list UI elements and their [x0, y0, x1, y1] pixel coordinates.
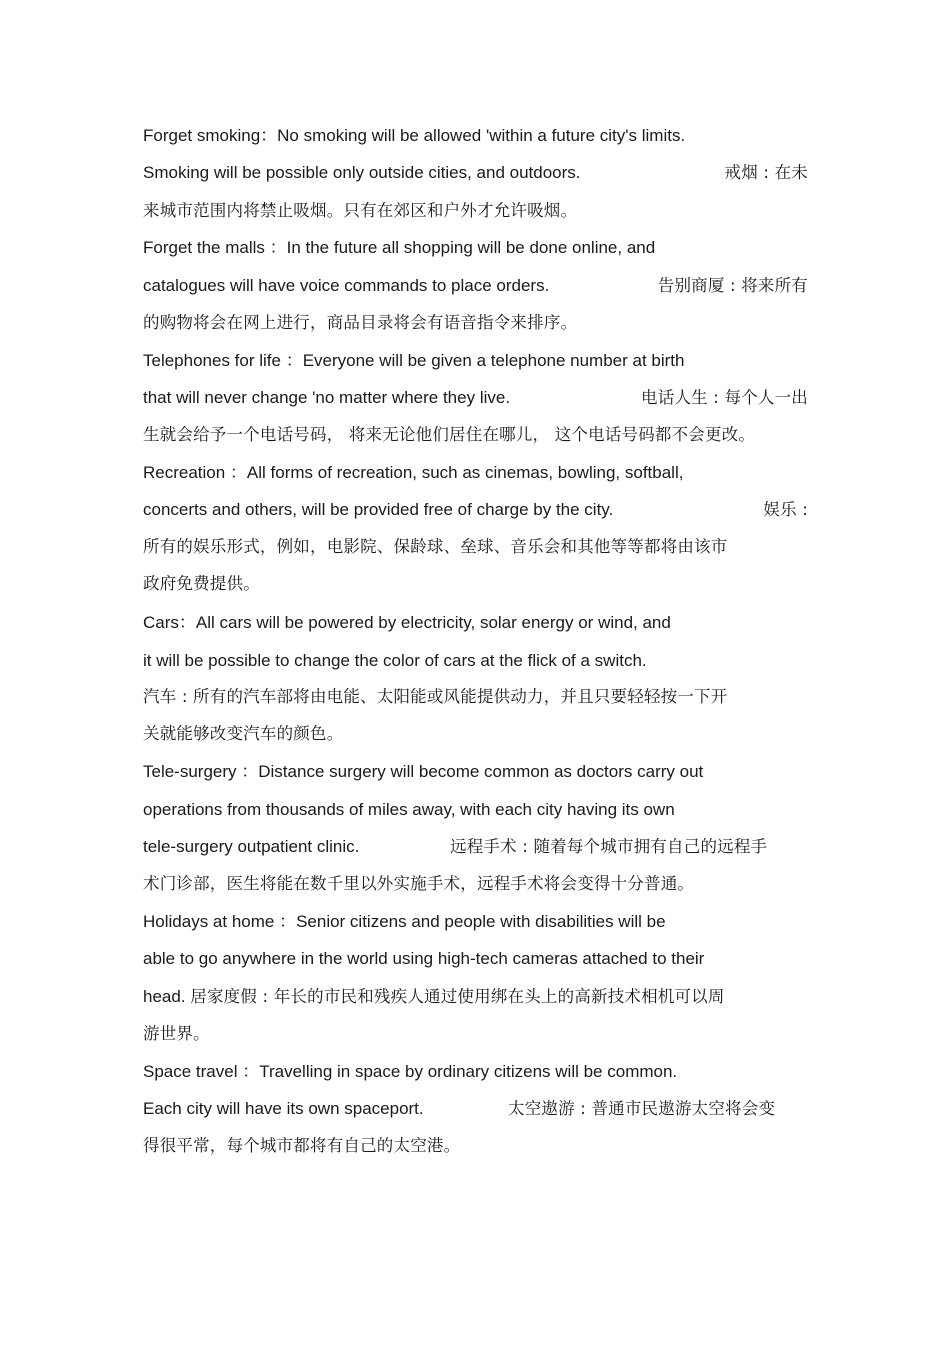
text-segment: Tele-surgery ：Distance surgery will become common as doctors carry out — [143, 762, 704, 781]
text-segment: Each city will have its own spaceport. — [143, 1099, 424, 1118]
text-line — [143, 1057, 808, 1087]
text-line — [143, 196, 808, 226]
text-line — [143, 271, 808, 301]
text-segment: Space travel ：Travelling in space by ordinary citizens will be common. — [143, 1062, 678, 1081]
text-line — [143, 346, 808, 376]
text-line — [143, 420, 808, 450]
text-segment: 游世界。 — [143, 1024, 210, 1043]
text-line — [143, 1094, 808, 1124]
text-segment: 政府免费提供。 — [143, 574, 260, 593]
text-segment: 汽车 : 所有的汽车部将由电能、太阳能或风能提供动力，并且只要轻轻按一下开 — [143, 687, 728, 706]
text-segment: tele-surgery outpatient clinic. — [143, 837, 360, 856]
text-segment: 所有的娱乐形式，例如，电影院、保龄球、垒球、音乐会和其他等等都将由该市 — [143, 537, 728, 556]
text-segment: concerts and others, will be provided free of charge by the city. — [143, 500, 614, 519]
text-segment: Holidays at home ：Senior citizens and people with disabilities will be — [143, 912, 666, 931]
text-segment: operations from thousands of miles away, with each city having its own — [143, 800, 675, 819]
text-segment: 远程手术 : 随着每个城市拥有自己的远程手 — [450, 837, 768, 856]
text-segment: Cars：All cars will be powered by electricity, solar energy or wind, and — [143, 613, 671, 632]
text-line — [143, 308, 808, 338]
text-segment: 术门诊部，医生将能在数千里以外实施手术，远程手术将会变得十分普通。 — [143, 874, 695, 893]
text-line — [143, 646, 808, 676]
text-segment: 得很平常，每个城市都将有自己的太空港。 — [143, 1136, 461, 1155]
text-segment: Forget smoking：No smoking will be allowed 'within a future city's limits. — [143, 126, 686, 145]
text-segment: 的购物将会在网上进行，商品目录将会有语音指令来排序。 — [143, 313, 578, 332]
text-line — [143, 795, 808, 825]
text-segment: 戒烟 : 在未 — [724, 163, 808, 182]
text-line — [143, 719, 808, 749]
text-segment: 生就会给予一个电话号码， 将来无论他们居住在哪儿， 这个电话号码都不会更改。 — [143, 425, 756, 444]
text-segment: 太空遨游 : 普通市民遨游太空将会变 — [508, 1099, 776, 1118]
text-line — [143, 383, 808, 413]
text-line — [143, 832, 808, 862]
text-line — [143, 982, 808, 1012]
text-segment: 关就能够改变汽车的颜色。 — [143, 724, 344, 743]
text-line — [143, 1131, 808, 1161]
text-segment: head. — [143, 987, 186, 1006]
text-segment: Telephones for life ：Everyone will be given a telephone number at birth — [143, 351, 685, 370]
text-line — [143, 907, 808, 937]
text-segment: that will never change 'no matter where they live. — [143, 388, 511, 407]
text-line — [143, 569, 808, 599]
text-line — [143, 944, 808, 974]
text-line — [143, 233, 808, 263]
text-line — [143, 1019, 808, 1049]
text-line — [143, 121, 808, 151]
text-segment: 来城市范围内将禁止吸烟。只有在郊区和户外才允许吸烟。 — [143, 201, 578, 220]
text-segment: 告别商厦 : 将来所有 — [657, 276, 808, 295]
text-segment: Smoking will be possible only outside cities, and outdoors. — [143, 163, 581, 182]
text-line — [143, 757, 808, 787]
text-segment: Forget the malls ：In the future all shopping will be done online, and — [143, 238, 656, 257]
text-line — [143, 158, 808, 188]
text-segment: 娱乐 : — [763, 500, 808, 519]
text-segment: able to go anywhere in the world using high-tech cameras attached to their — [143, 949, 705, 968]
text-line — [143, 495, 808, 525]
text-segment: catalogues will have voice commands to place orders. — [143, 276, 550, 295]
text-segment: 居家度假 : 年长的市民和残疾人通过使用绑在头上的高新技术相机可以周 — [190, 987, 725, 1006]
text-segment: Recreation ：All forms of recreation, such as cinemas, bowling, softball, — [143, 463, 684, 482]
text-segment: it will be possible to change the color of cars at the flick of a switch. — [143, 651, 647, 670]
text-line — [143, 458, 808, 488]
text-line — [143, 869, 808, 899]
text-segment: 电话人生 : 每个人一出 — [641, 388, 808, 407]
text-line — [143, 532, 808, 562]
text-line — [143, 608, 808, 638]
text-line — [143, 682, 808, 712]
